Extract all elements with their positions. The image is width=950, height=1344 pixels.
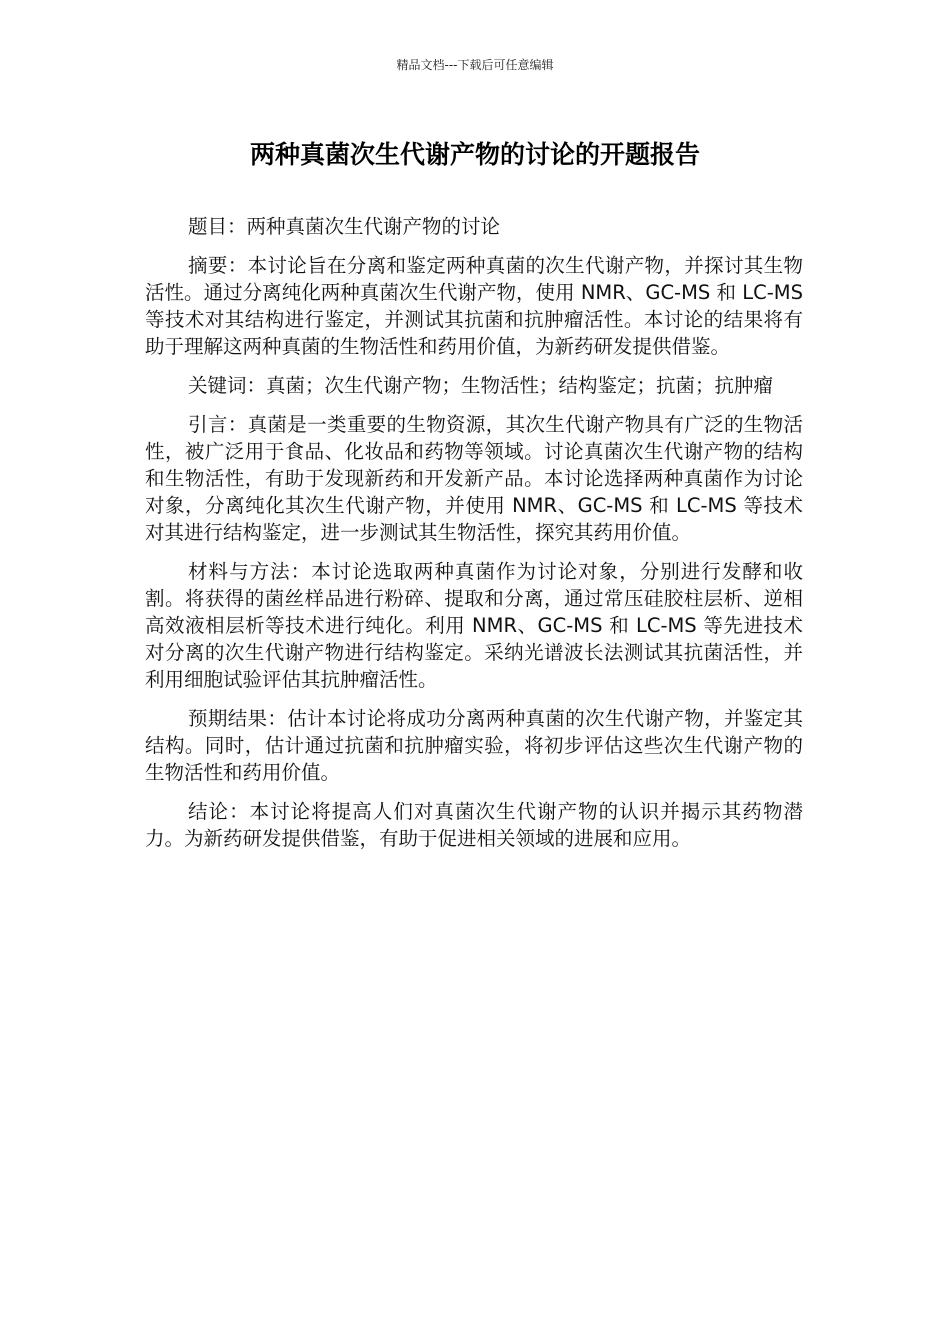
section-keywords-label: 关键词： — [188, 374, 267, 397]
section-abstract-label: 摘要： — [188, 254, 248, 277]
section-abstract-text: 本讨论旨在分离和鉴定两种真菌的次生代谢产物，并探讨其生物活性。通过分离纯化两种真菌次生代谢产物，使用 NMR、GC-MS 和 LC-MS 等技术对其结构进行鉴定，并测试其抗菌和抗肿瘤活性。本讨论的结果将有助于理解这两种真菌的生物活性和药用价值，为新药研发提供借鉴。 — [145, 254, 803, 358]
section-conclusion-text: 本讨论将提高人们对真菌次生代谢产物的认识并揭示其药物潜力。为新药研发提供借鉴，有助于促进相关领域的进展和应用。 — [145, 800, 803, 850]
section-expected-results — [145, 705, 803, 786]
document-body — [145, 213, 803, 864]
section-topic-label: 题目： — [188, 215, 247, 238]
document-title: 两种真菌次生代谢产物的讨论的开题报告 — [249, 140, 700, 169]
section-materials-methods-label: 材料与方法： — [188, 560, 312, 583]
section-introduction-label: 引言： — [188, 413, 248, 436]
section-abstract — [145, 252, 803, 360]
section-conclusion-label: 结论： — [188, 800, 250, 823]
section-topic-text: 两种真菌次生代谢产物的讨论 — [246, 215, 501, 238]
header-note: 精品文档---下载后可任意编辑 — [396, 58, 554, 72]
section-materials-methods-text: 本讨论选取两种真菌作为讨论对象，分别进行发酵和收割。将获得的菌丝样品进行粉碎、提取和分离，通过常压硅胶柱层析、逆相高效液相层析等技术进行纯化。利用 NMR、GC-MS 和 LC-MS 等先进技术对分离的次生代谢产物进行结构鉴定。采纳光谱波长法测试其抗菌活性，并利用细胞试验评估其抗肿瘤活性。 — [145, 560, 803, 691]
section-introduction-text: 真菌是一类重要的生物资源，其次生代谢产物具有广泛的生物活性，被广泛用于食品、化妆品和药物等领域。讨论真菌次生代谢产物的结构和生物活性，有助于发现新药和开发新产品。本讨论选择两种真菌作为讨论对象，分离纯化其次生代谢产物，并使用 NMR、GC-MS 和 LC-MS 等技术对其进行结构鉴定，进一步测试其生物活性，探究其药用价值。 — [145, 413, 803, 544]
section-introduction — [145, 411, 803, 546]
section-topic — [145, 213, 803, 240]
section-expected-results-text: 估计本讨论将成功分离两种真菌的次生代谢产物，并鉴定其结构。同时，估计通过抗菌和抗肿瘤实验，将初步评估这些次生代谢产物的生物活性和药用价值。 — [145, 707, 803, 784]
section-materials-methods — [145, 558, 803, 693]
section-keywords — [145, 372, 803, 399]
section-keywords-text: 真菌；次生代谢产物；生物活性；结构鉴定；抗菌；抗肿瘤 — [266, 374, 774, 397]
section-conclusion — [145, 798, 803, 852]
section-expected-results-label: 预期结果： — [188, 707, 288, 730]
